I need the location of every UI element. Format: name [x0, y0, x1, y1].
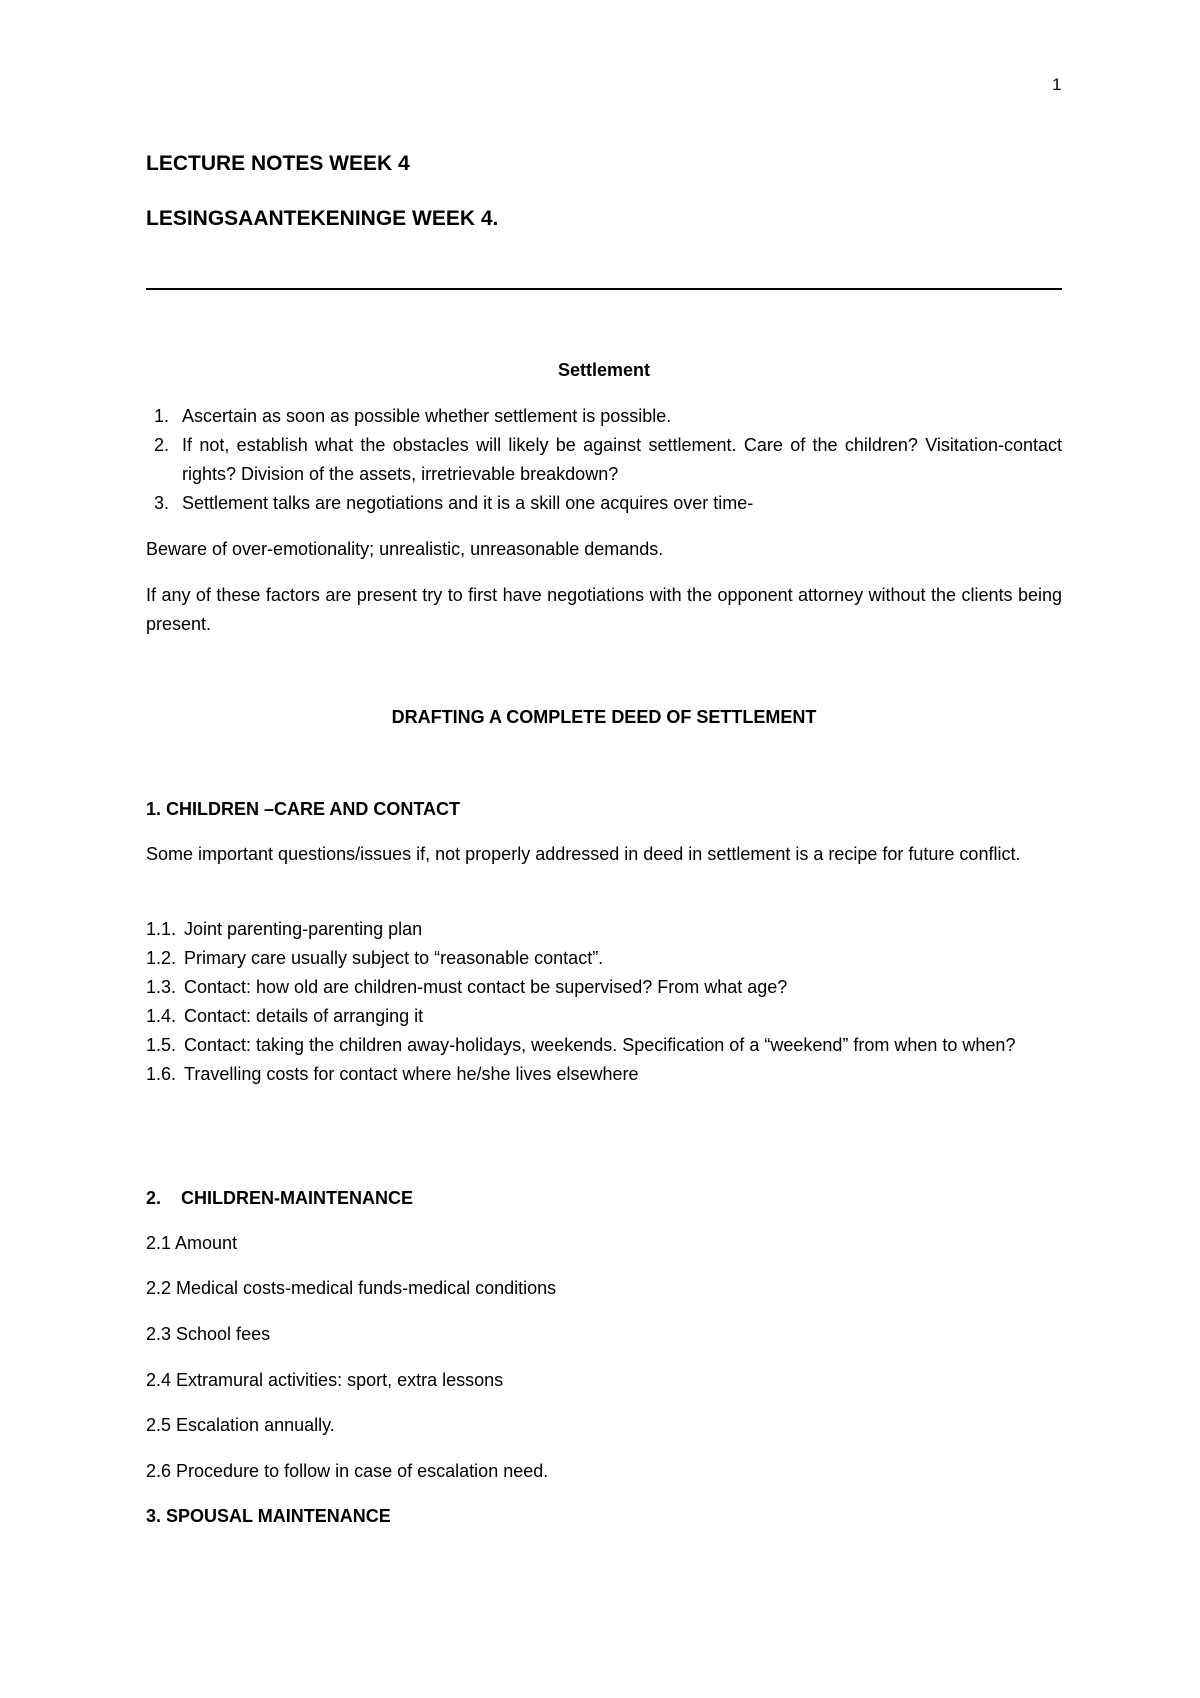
list-item-number: 1.4.	[146, 1006, 177, 1026]
list-item	[146, 944, 1062, 973]
list-item	[146, 402, 1062, 431]
list-item-number: 1.3.	[146, 977, 177, 997]
page-number: 1	[1052, 75, 1062, 94]
list-item-number: 2.	[154, 435, 170, 455]
list-item	[146, 915, 1062, 944]
list-item-number: 1.1.	[146, 919, 177, 939]
list-item-number: 1.6.	[146, 1064, 177, 1084]
beware-paragraph: Beware of over-emotionality; unrealistic, unreasonable demands.	[146, 539, 664, 559]
section-2-item: 2.4 Extramural activities: sport, extra lessons	[146, 1370, 504, 1390]
list-item	[146, 1031, 1062, 1060]
list-item-number: 1.2.	[146, 948, 177, 968]
section-2-heading: 2. CHILDREN-MAINTENANCE	[146, 1188, 414, 1208]
list-item-number: 3.	[154, 493, 170, 513]
section-1-heading: 1. CHILDREN –CARE AND CONTACT	[146, 799, 461, 819]
list-item	[146, 1060, 1062, 1089]
list-item	[146, 973, 1062, 1002]
list-item	[146, 431, 1062, 489]
title-english: LECTURE NOTES WEEK 4	[146, 152, 410, 175]
list-item-text: Travelling costs for contact where he/she lives elsewhere	[184, 1064, 639, 1084]
section-2-item: 2.2 Medical costs-medical funds-medical conditions	[146, 1278, 557, 1298]
list-item-text: Contact: details of arranging it	[184, 1006, 424, 1026]
list-item-number: 1.	[154, 406, 170, 426]
list-item-text: Contact: how old are children-must contact be supervised? From what age?	[184, 977, 788, 997]
list-item-text: Joint parenting-parenting plan	[184, 919, 423, 939]
section-3-heading: 3. SPOUSAL MAINTENANCE	[146, 1506, 391, 1526]
settlement-heading: Settlement	[557, 360, 651, 380]
factors-paragraph: If any of these factors are present try to first have negotiations with the opponent attorney without the clients being present.	[146, 585, 1062, 634]
list-item-text: Ascertain as soon as possible whether settlement is possible.	[182, 406, 672, 426]
list-item-text: Primary care usually subject to “reasonable contact”.	[184, 948, 604, 968]
section-2-item: 2.6 Procedure to follow in case of escalation need.	[146, 1461, 549, 1481]
list-item-text: Settlement talks are negotiations and it is a skill one acquires over time-	[182, 493, 754, 513]
title-afrikaans: LESINGSAANTEKENINGE WEEK 4.	[146, 207, 499, 230]
section-1-intro: Some important questions/issues if, not properly addressed in deed in settlement is a recipe for future conflict.	[146, 844, 1021, 864]
settlement-list	[146, 402, 1062, 518]
list-item-number: 1.5.	[146, 1035, 177, 1055]
section-2-item: 2.5 Escalation annually.	[146, 1415, 335, 1435]
list-item	[146, 489, 1062, 518]
section-2-item: 2.3 School fees	[146, 1324, 271, 1344]
deed-heading: DRAFTING A COMPLETE DEED OF SETTLEMENT	[391, 707, 817, 727]
list-item	[146, 1002, 1062, 1031]
list-item-text: Contact: taking the children away-holidays, weekends. Specification of a “weekend” from when to when?	[184, 1035, 1016, 1055]
list-item-text: If not, establish what the obstacles will likely be against settlement. Care of the children? Visitation-contact rights? Division of the assets, irretrievable breakdown?	[182, 435, 1062, 484]
section-1-list	[146, 915, 1062, 1089]
horizontal-divider	[146, 288, 1062, 290]
section-2-item: 2.1 Amount	[146, 1233, 238, 1253]
